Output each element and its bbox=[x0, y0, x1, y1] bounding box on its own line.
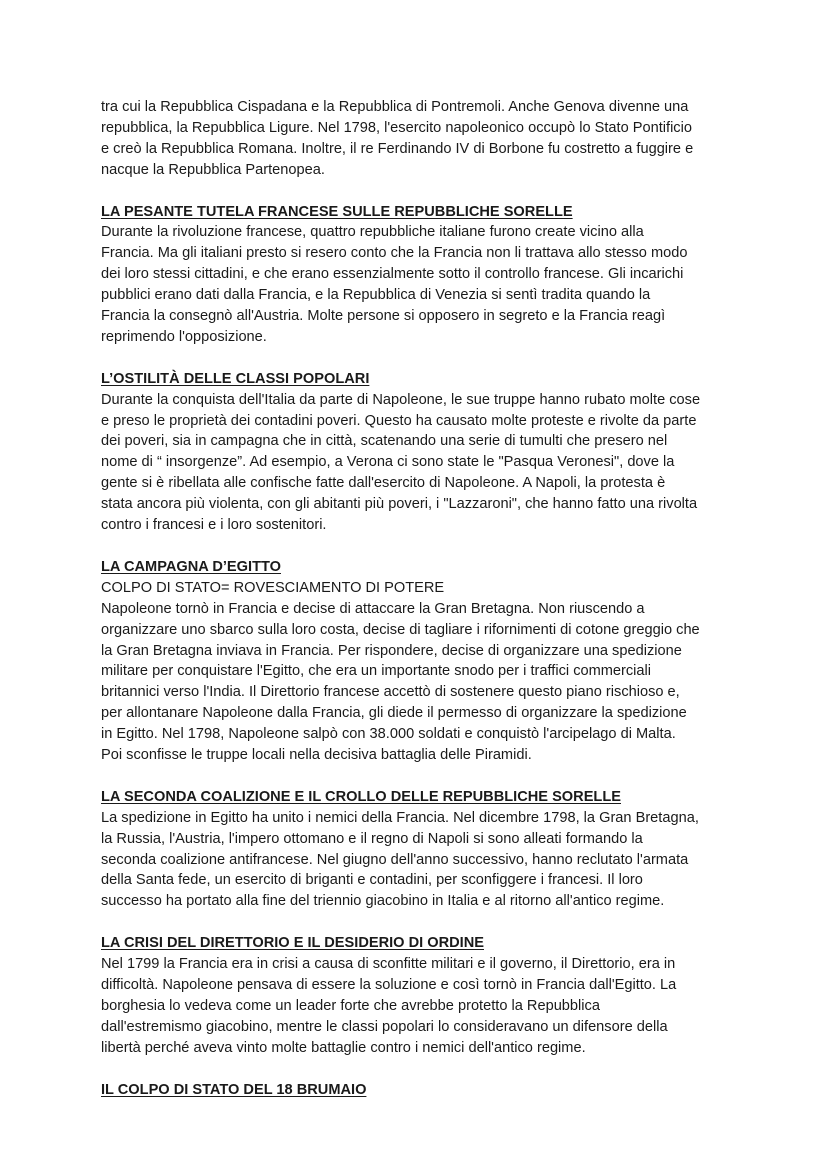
section-heading: IL COLPO DI STATO DEL 18 BRUMAIO bbox=[101, 1081, 367, 1098]
section-pesante-tutela bbox=[101, 202, 731, 348]
intro-paragraph: tra cui la Repubblica Cispadana e la Repubblica di Pontremoli. Anche Genova divenne una repubblica, la Repubblica Ligure. Nel 1798, l'esercito napoleonico occupò lo Stato Pontificio e creò la Repubblica Romana. Inoltre, il re Ferdinando IV di Borbone fu costretto a fuggire e nacque la Repubblica Partenopea. bbox=[101, 99, 694, 178]
section-colpo-di-stato bbox=[101, 1080, 731, 1101]
section-ostilita bbox=[101, 369, 731, 536]
section-crisi-direttorio bbox=[101, 933, 731, 1058]
section-heading: LA CAMPAGNA D’EGITTO bbox=[101, 558, 281, 575]
section-subheading: COLPO DI STATO= ROVESCIAMENTO DI POTERE bbox=[101, 579, 445, 596]
section-body: Durante la rivoluzione francese, quattro repubbliche italiane furono create vicino alla Francia. Ma gli italiani presto si resero conto che la Francia non li trattava allo stesso modo dei loro stessi cittadini, e che erano essenzialmente sotto il controllo francese. Gli incarichi pubblici erano dati dalla Francia, e la Repubblica di Venezia si sentì tradita quando la Francia la consegnò all'Austria. Molte persone si opposero in segreto e la Francia reagì reprimendo l'opposizione. bbox=[101, 224, 688, 345]
section-body: La spedizione in Egitto ha unito i nemici della Francia. Nel dicembre 1798, la Gran Bretagna, la Russia, l'Austria, l'impero ottomano e il regno di Napoli si sono alleati formando la seconda coalizione antifrancese. Nel giugno dell'anno successivo, hanno reclutato l'armata della Santa fede, un esercito di briganti e contadini, per sconfiggere i francesi. Il loro successo ha portato alla fine del triennio giacobino in Italia e al ritorno all'antico regime. bbox=[101, 809, 699, 910]
section-seconda-coalizione bbox=[101, 787, 731, 912]
section-campagna-egitto bbox=[101, 557, 731, 766]
section-body: Durante la conquista dell'Italia da parte di Napoleone, le sue truppe hanno rubato molte cose e preso le proprietà dei contadini poveri. Questo ha causato molte proteste e rivolte da parte dei poveri, sia in campagna che in città, scatenando una serie di tumulti che presero nel nome di “ insorgenze”. Ad esempio, a Verona ci sono state le "Pasqua Veronesi", dove la gente si è ribellata alle confische fatte dall'esercito di Napoleone. A Napoli, la protesta è stata ancora più violenta, con gli abitanti più poveri, i "Lazzaroni", che hanno fatto una rivolta contro i francesi e i loro sostenitori. bbox=[101, 391, 701, 534]
section-body: Nel 1799 la Francia era in crisi a causa di sconfitte militari e il governo, il Direttorio, era in difficoltà. Napoleone pensava di essere la soluzione e così tornò in Francia dall'Egitto. La borghesia lo vedeva come un leader forte che avrebbe protetto la Repubblica dall'estremismo giacobino, mentre le classi popolari lo consideravano un difensore della libertà perché aveva vinto molte battaglie contro i nemici dell'antico regime. bbox=[101, 956, 677, 1056]
section-heading: L’OSTILITÀ DELLE CLASSI POPOLARI bbox=[101, 370, 370, 387]
section-heading: LA PESANTE TUTELA FRANCESE SULLE REPUBBLICHE SORELLE bbox=[101, 203, 573, 220]
section-body: Napoleone tornò in Francia e decise di attaccare la Gran Bretagna. Non riuscendo a organizzare uno sbarco sulla loro costa, decise di tagliare i rifornimenti di cotone greggio che la Gran Bretagna inviava in Francia. Per rispondere, decise di organizzare una spedizione militare per conquistare l'Egitto, che era un importante snodo per i traffici commerciali britannici verso l'India. Il Direttorio francese accettò di sostenere questo piano rischioso e, per allontanare Napoleone dalla Francia, gli diede il permesso di organizzare la spedizione in Egitto. Nel 1798, Napoleone salpò con 38.000 soldati e conquistò l'arcipelago di Malta. Poi sconfisse le truppe locali nella decisiva battaglia delle Piramidi. bbox=[101, 600, 700, 764]
section-heading: LA SECONDA COALIZIONE E IL CROLLO DELLE REPUBBLICHE SORELLE bbox=[101, 788, 621, 805]
section-heading: LA CRISI DEL DIRETTORIO E IL DESIDERIO DI ORDINE bbox=[101, 935, 484, 952]
document-page bbox=[101, 97, 731, 1121]
